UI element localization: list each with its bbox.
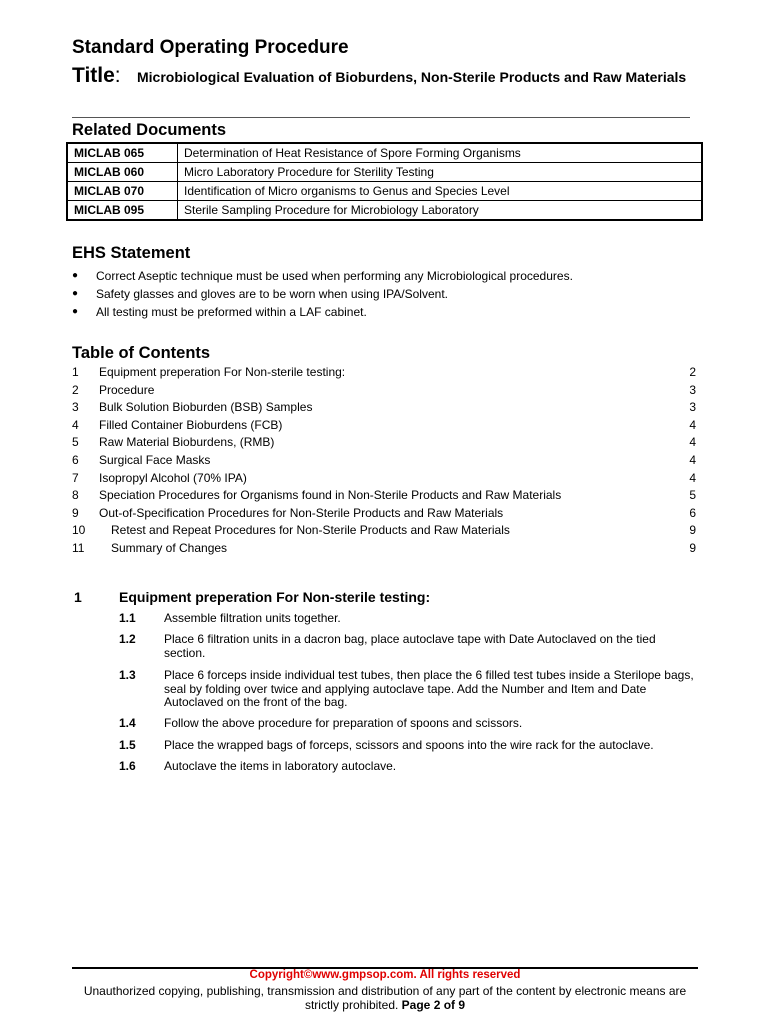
toc-entry-number: 9 bbox=[72, 505, 79, 520]
bullet-icon: ● bbox=[72, 288, 79, 299]
procedure-step-number: 1.6 bbox=[119, 759, 136, 773]
toc-entry-title: Bulk Solution Bioburden (BSB) Samples bbox=[99, 400, 313, 415]
toc-entry-number: 8 bbox=[72, 488, 79, 503]
related-documents-table bbox=[66, 142, 703, 221]
toc-entry-title: Equipment preperation For Non-sterile testing: bbox=[99, 365, 346, 379]
related-document-code: MICLAB 095 bbox=[67, 201, 178, 221]
toc-entry[interactable] bbox=[72, 364, 696, 382]
toc-entry-title: Speciation Procedures for Organisms found in Non-Sterile Products and Raw Materials bbox=[99, 488, 562, 503]
procedure-step-number: 1.3 bbox=[119, 668, 136, 682]
toc-entry-number: 11 bbox=[72, 540, 85, 555]
toc-entry-page: 6 bbox=[689, 505, 696, 520]
toc-entry-title: Summary of Changes bbox=[111, 540, 228, 555]
procedure-step-text: Assemble filtration units together. bbox=[164, 611, 341, 625]
toc-entry-title: Out-of-Specification Procedures for Non-Sterile Products and Raw Materials bbox=[99, 505, 504, 520]
toc-entry-page: 4 bbox=[689, 435, 696, 450]
toc-entry-page: 9 bbox=[689, 540, 696, 555]
related-document-code: MICLAB 060 bbox=[67, 163, 178, 182]
table-of-contents-heading: Table of Contents bbox=[72, 344, 211, 362]
toc-entry[interactable] bbox=[72, 522, 696, 540]
toc-entry[interactable] bbox=[72, 505, 696, 523]
related-documents-heading: Related Documents bbox=[72, 121, 227, 139]
related-document-code: MICLAB 070 bbox=[67, 182, 178, 201]
title-divider bbox=[72, 117, 690, 118]
footer-notice-text: Unauthorized copying, publishing, transmission and distribution of any part of the content by electronic means are strictly prohibited. bbox=[83, 984, 687, 1012]
related-document-code: MICLAB 065 bbox=[67, 143, 178, 163]
bullet-icon: ● bbox=[72, 270, 79, 281]
footer-notice bbox=[72, 984, 698, 1012]
procedure-step-number: 1.2 bbox=[119, 632, 136, 646]
related-document-row bbox=[67, 201, 702, 221]
toc-entry[interactable] bbox=[72, 434, 696, 452]
toc-entry-number: 4 bbox=[72, 417, 79, 432]
document-type-heading: Standard Operating Procedure bbox=[72, 37, 349, 58]
title-colon: : bbox=[114, 64, 121, 87]
related-document-title: Sterile Sampling Procedure for Microbiology Laboratory bbox=[178, 201, 703, 221]
toc-entry-page: 5 bbox=[689, 488, 696, 503]
procedure-step-number: 1.5 bbox=[119, 738, 136, 752]
related-document-title: Micro Laboratory Procedure for Sterility Testing bbox=[178, 163, 703, 182]
ehs-bullet-item bbox=[72, 303, 692, 321]
toc-entry-title: Retest and Repeat Procedures for Non-Sterile Products and Raw Materials bbox=[111, 523, 510, 538]
toc-entry-number: 5 bbox=[72, 435, 79, 450]
toc-entry-page: 4 bbox=[689, 417, 696, 432]
procedure-step-text: Autoclave the items in laboratory autoclave. bbox=[164, 759, 397, 773]
footer-copyright: Copyright©www.gmpsop.com. All rights reserved bbox=[249, 969, 521, 981]
toc-entry-page: 3 bbox=[689, 382, 696, 397]
toc-entry[interactable] bbox=[72, 487, 696, 505]
ehs-bullet-list bbox=[72, 267, 692, 321]
toc-entry-page: 3 bbox=[689, 400, 696, 415]
related-document-title: Identification of Micro organisms to Genus and Species Level bbox=[178, 182, 703, 201]
title-label bbox=[72, 64, 121, 88]
ehs-statement-heading: EHS Statement bbox=[72, 244, 191, 262]
toc-entry-number: 7 bbox=[72, 470, 79, 485]
ehs-bullet-item bbox=[72, 267, 692, 285]
procedure-step-text: Place 6 filtration units in a dacron bag, place autoclave tape with Date Autoclaved on the tied section. bbox=[164, 632, 656, 660]
ehs-bullet-item bbox=[72, 285, 692, 303]
related-document-row bbox=[67, 143, 702, 163]
related-document-row bbox=[67, 163, 702, 182]
section-1-title: Equipment preperation For Non-sterile testing: bbox=[119, 589, 431, 605]
toc-entry[interactable] bbox=[72, 470, 696, 488]
table-of-contents bbox=[72, 364, 696, 558]
toc-entry-number: 2 bbox=[72, 382, 79, 397]
procedure-step-text: Place 6 forceps inside individual test tubes, then place the 6 filled test tubes inside a Sterilope bags, seal by folding over twice and applying autoclave tape. Add the Number and Item and Date Autoclaved on the front of the bag. bbox=[164, 668, 694, 709]
toc-entry[interactable] bbox=[72, 452, 696, 470]
toc-entry-title: Isopropyl Alcohol (70% IPA) bbox=[99, 470, 247, 485]
page-number: Page 2 of 9 bbox=[401, 998, 466, 1012]
procedure-step-text: Follow the above procedure for preparation of spoons and scissors. bbox=[164, 716, 523, 730]
bullet-icon: ● bbox=[72, 306, 79, 317]
ehs-bullet-text: Safety glasses and gloves are to be worn when using IPA/Solvent. bbox=[96, 287, 448, 301]
procedure-step-text: Place the wrapped bags of forceps, scissors and spoons into the wire rack for the autoclave. bbox=[164, 738, 654, 752]
toc-entry-page: 9 bbox=[689, 523, 696, 538]
toc-entry-number: 1 bbox=[72, 365, 79, 379]
toc-entry-number: 6 bbox=[72, 452, 79, 467]
toc-entry-title: Filled Container Bioburdens (FCB) bbox=[99, 417, 283, 432]
procedure-step-number: 1.4 bbox=[119, 716, 136, 730]
toc-entry[interactable] bbox=[72, 417, 696, 435]
toc-entry-title: Procedure bbox=[99, 382, 155, 397]
ehs-bullet-text: Correct Aseptic technique must be used when performing any Microbiological procedures. bbox=[96, 269, 573, 283]
toc-entry-title: Surgical Face Masks bbox=[99, 452, 211, 467]
toc-entry[interactable] bbox=[72, 399, 696, 417]
related-document-title: Determination of Heat Resistance of Spore Forming Organisms bbox=[178, 143, 703, 163]
procedure-step-number: 1.1 bbox=[119, 611, 136, 625]
toc-entry-page: 2 bbox=[689, 365, 696, 379]
toc-entry-number: 3 bbox=[72, 400, 79, 415]
toc-entry-title: Raw Material Bioburdens, (RMB) bbox=[99, 435, 275, 450]
document-title: Microbiological Evaluation of Bioburdens, Non-Sterile Products and Raw Materials bbox=[137, 69, 687, 85]
ehs-bullet-text: All testing must be preformed within a LAF cabinet. bbox=[96, 305, 367, 319]
title-label-text: Title bbox=[72, 64, 115, 87]
toc-entry-number: 10 bbox=[72, 523, 86, 538]
toc-entry[interactable] bbox=[72, 382, 696, 400]
toc-entry[interactable] bbox=[72, 540, 696, 558]
related-document-row bbox=[67, 182, 702, 201]
toc-entry-page: 4 bbox=[689, 452, 696, 467]
section-1-number: 1 bbox=[74, 589, 82, 605]
toc-entry-page: 4 bbox=[689, 470, 696, 485]
